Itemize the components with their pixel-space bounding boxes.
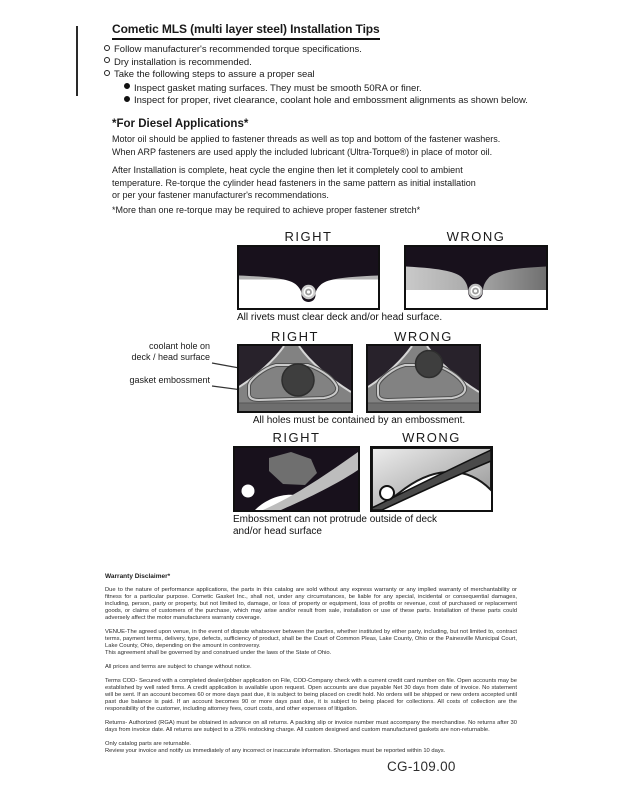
page-title: Cometic MLS (multi layer steel) Installation Tips: [112, 22, 380, 40]
right-label: RIGHT: [272, 430, 321, 445]
page-code: CG-109.00: [387, 759, 456, 774]
pair1-caption: All rivets must clear deck and/or head surface.: [237, 312, 443, 323]
wrong-label: WRONG: [394, 329, 453, 344]
protrusion-right-drawing: [235, 448, 358, 510]
page-edge-line: [76, 26, 78, 96]
list-item: [104, 44, 528, 57]
tip-text: Inspect for proper, rivet clearance, coolant hole and embossment alignments as shown below.: [134, 95, 528, 106]
disclaimer-paragraph: Due to the nature of performance applications, the parts in this catalog are sold without any express warranty or any implied warranty of merchantability or fitness for a particular purpose. Cometic Gasket Inc., shall not, under any circumstances, be liable for any special, incidental or consequential damages, including, person, party or property, but not limited to, damage, or loss of property or equipment, loss of profits or revenue, cost of purchased or replacement goods, or claims of customers of the purchase, which may arise and/or result from sale, installation or use of these parts. Installation of these parts could adversely affect the motor manufacturers warranty coverage.: [105, 587, 517, 621]
protrusion-right-illustration: [233, 446, 360, 512]
open-bullet-icon: [104, 57, 110, 63]
disclaimer-heading: Warranty Disclaimer*: [105, 573, 171, 580]
pair3-caption: Embossment can not protrude outside of deck and/or head surface: [233, 514, 438, 537]
right-label: RIGHT: [284, 229, 333, 244]
filled-bullet-icon: [124, 83, 130, 89]
disclaimer-paragraph: Review your invoice and notify us immediately of any incorrect or inaccurate information. Shortages must be reported within 10 days.: [105, 748, 446, 754]
rivet-clearance-wrong-illustration: [404, 245, 548, 310]
protrusion-wrong-illustration: [370, 446, 493, 512]
disclaimer-paragraph: Only catalog parts are returnable.: [105, 741, 192, 747]
disclaimer-paragraph: Terms COD- Secured with a completed dealer/jobber application on File, COD-Company check with a current credit card number on file. Open accounts may be established by well rated firms. A credit application is available upon request. Open accounts are due payable Net 30 days from date of invoice. No statement will be sent. If an account becomes 60 or more days past due, it is subject to being placed on credit hold. No orders will be shipped or new orders accepted until past due balance is paid. If an account becomes 90 or more days past due, it is subject to being placed for collections. All costs of collection are the responsibility of the customer, including attorney fees, court costs, and other expenses of litigation.: [105, 678, 517, 712]
disclaimer-paragraph: VENUE-The agreed upon venue, in the event of dispute whatsoever between the parties, whether instituted by either party, including, but not limited to, contract terms, payment terms, delivery, type, defects, sufficiency of product, shall be the Court of Common Pleas, Lake County, Ohio or the Painesville Municipal Court, Lake County, Ohio, depending on the amount in controversy.: [105, 629, 517, 649]
hole-right-drawing: [239, 346, 351, 411]
list-item: [104, 69, 528, 82]
diesel-paragraph-2: After Installation is complete, heat cycle the engine then let it completely cool to ambient temperature. Re-torque the cylinder head fasteners in the same pattern as initial installation or per your fastener manufacturer's recommendations.: [112, 165, 476, 200]
open-bullet-icon: [104, 45, 110, 51]
protrusion-wrong-drawing: [372, 448, 491, 510]
embossment-containment-wrong-illustration: [366, 344, 481, 413]
sub-tips-list: [124, 83, 528, 108]
list-item: [124, 95, 528, 108]
rivet-clearance-right-illustration: [237, 245, 380, 310]
open-bullet-icon: [104, 70, 110, 76]
installation-tips-list: [104, 44, 528, 108]
disclaimer-paragraph: Returns- Authorized (RGA) must be obtained in advance on all returns. A packing slip or invoice number must accompany the merchandise. No returns after 30 days from invoice date. All returns are subject to a 25% restocking charge. All custom designed and custom manufactured gaskets are non-returnable.: [105, 720, 517, 733]
warranty-disclaimer: [105, 573, 517, 762]
rivet-wrong-drawing: [406, 247, 546, 308]
gasket-embossment-annotation: gasket embossment: [129, 375, 210, 385]
hole-wrong-drawing: [368, 346, 479, 411]
tip-text: Follow manufacturer's recommended torque specifications.: [114, 44, 362, 55]
tip-text: Inspect gasket mating surfaces. They must be smooth 50RA or finer.: [134, 82, 422, 94]
list-item: [124, 83, 528, 96]
embossment-containment-right-illustration: [237, 344, 353, 413]
right-label: RIGHT: [271, 329, 319, 344]
wrong-label: WRONG: [402, 430, 461, 445]
disclaimer-paragraph: All prices and terms are subject to change without notice.: [105, 664, 252, 670]
filled-bullet-icon: [124, 96, 130, 102]
disclaimer-paragraph: This agreement shall be governed by and construed under the laws of the State of Ohio.: [105, 650, 332, 656]
tip-text: Dry installation is recommended.: [114, 56, 252, 68]
rivet-right-drawing: [239, 247, 378, 308]
pair2-caption: All holes must be contained by an embossment.: [252, 415, 466, 426]
coolant-hole-annotation: coolant hole on deck / head surface: [131, 341, 210, 362]
wrong-label: WRONG: [446, 229, 506, 244]
re-torque-note: *More than one re-torque may be required to achieve proper fastener stretch*: [112, 205, 421, 215]
diesel-applications-heading: *For Diesel Applications*: [112, 118, 249, 130]
diesel-paragraph-1: Motor oil should be applied to fastener threads as well as top and bottom of the fastener washers. When ARP fasteners are used apply the included lubricant (Ultra-Torque®) in place of motor oil.: [112, 134, 501, 157]
tip-text: Take the following steps to assure a proper seal: [114, 69, 315, 80]
list-item: [104, 57, 528, 70]
